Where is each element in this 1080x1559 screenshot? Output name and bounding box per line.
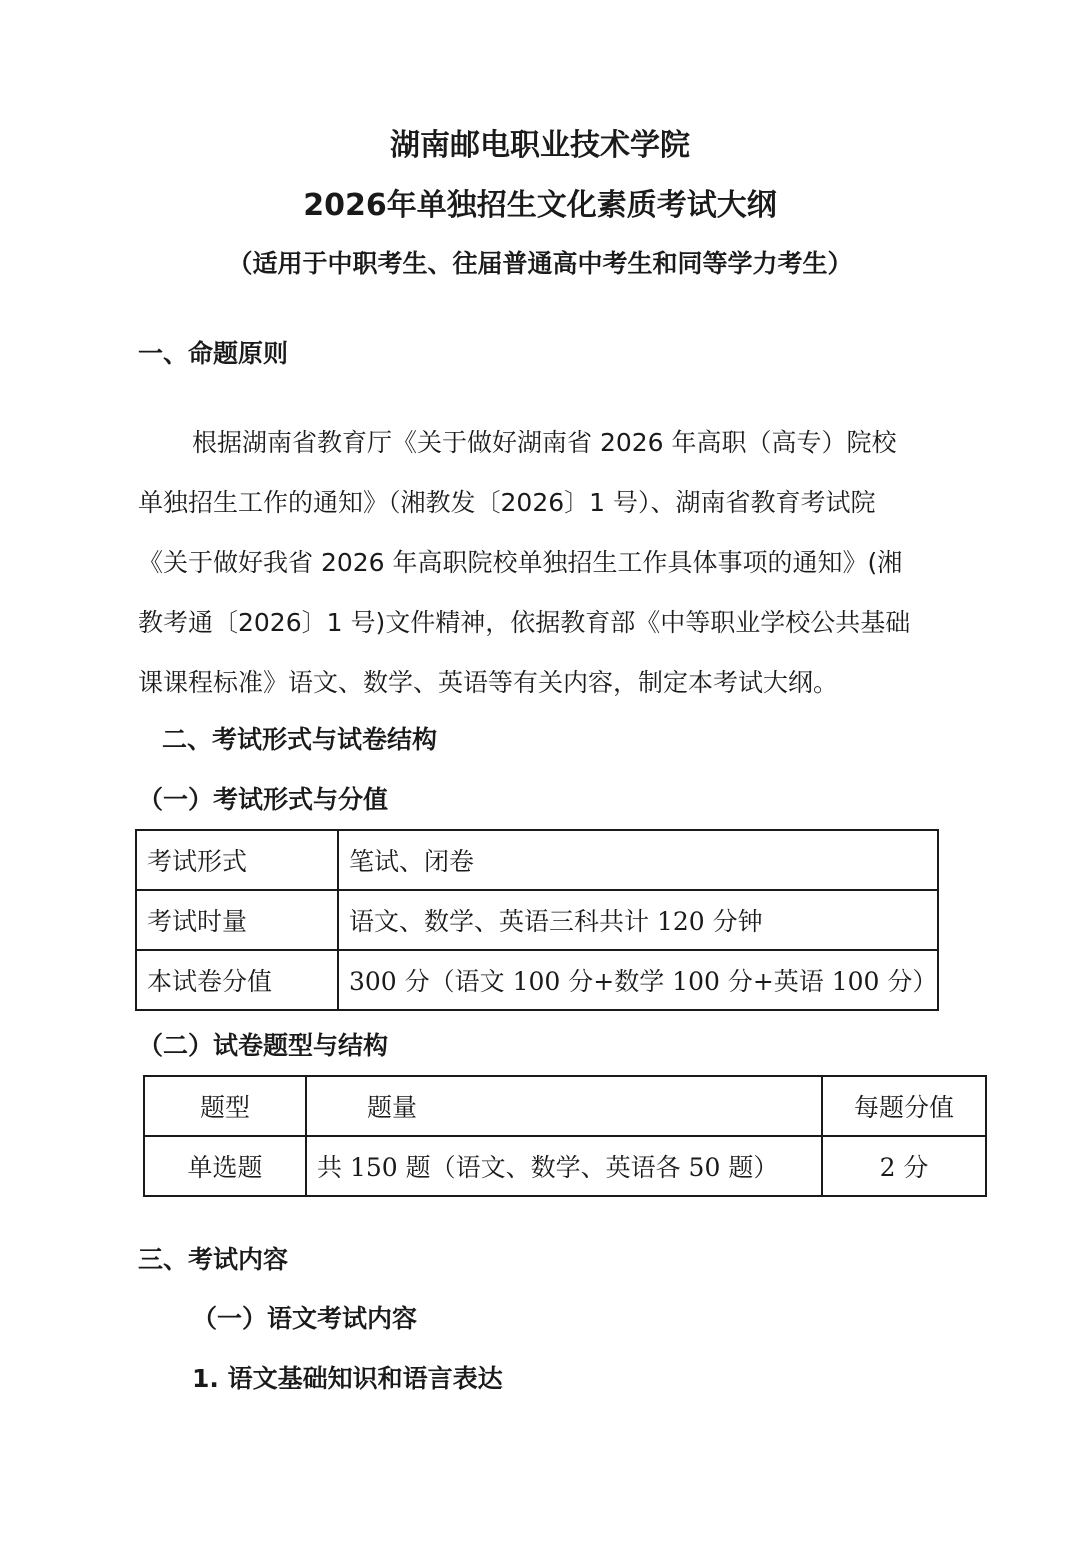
document-subtitle: （适用于中职考生、往届普通高中考生和同等学力考生） [227,249,853,278]
section2-sub1-heading: （一）考试形式与分值 [138,785,389,814]
section1-heading: 一、命题原则 [138,339,289,368]
section1-para-line5: 课课程标准》语文、数学、英语等有关内容，制定本考试大纲。 [138,668,839,697]
cell-question-type: 单选题 [144,1136,306,1196]
table-row [136,950,938,1010]
table-row [144,1136,986,1196]
document-title-line1: 湖南邮电职业技术学院 [390,128,690,163]
section1-para-line3: 《关于做好我省 2026 年高职院校单独招生工作具体事项的通知》(湘 [138,548,903,577]
table-row [136,890,938,950]
question-structure-table [143,1075,987,1197]
cell-score-per-question: 2 分 [822,1136,986,1196]
exam-format-table [135,829,939,1011]
header-score-per-question: 每题分值 [822,1076,986,1136]
section1-para-line4: 教考通〔2026〕1 号)文件精神，依据教育部《中等职业学校公共基础 [138,608,911,637]
section2-sub2-heading: （二）试卷题型与结构 [138,1031,389,1060]
exam-format-value: 笔试、闭卷 [338,830,938,890]
cell-question-count: 共 150 题（语文、数学、英语各 50 题） [306,1136,822,1196]
exam-score-value: 300 分（语文 100 分+数学 100 分+英语 100 分） [338,950,938,1010]
exam-score-label: 本试卷分值 [136,950,338,1010]
section3-sub1-heading: （一）语文考试内容 [192,1304,418,1333]
section3-item1-heading: 1. 语文基础知识和语言表达 [192,1364,503,1393]
table-header-row [144,1076,986,1136]
section3-heading: 三、考试内容 [138,1245,289,1274]
header-question-type: 题型 [144,1076,306,1136]
exam-format-label: 考试形式 [136,830,338,890]
section1-para-line1: 根据湖南省教育厅《关于做好湖南省 2026 年高职（高专）院校 [192,428,897,457]
exam-duration-value: 语文、数学、英语三科共计 120 分钟 [338,890,938,950]
section1-para-line2: 单独招生工作的通知》（湘教发〔2026〕1 号）、湖南省教育考试院 [138,488,876,517]
section2-heading: 二、考试形式与试卷结构 [162,725,438,754]
header-question-count: 题量 [306,1076,822,1136]
table-row [136,830,938,890]
exam-duration-label: 考试时量 [136,890,338,950]
document-title-line2: 2026年单独招生文化素质考试大纲 [303,188,777,223]
